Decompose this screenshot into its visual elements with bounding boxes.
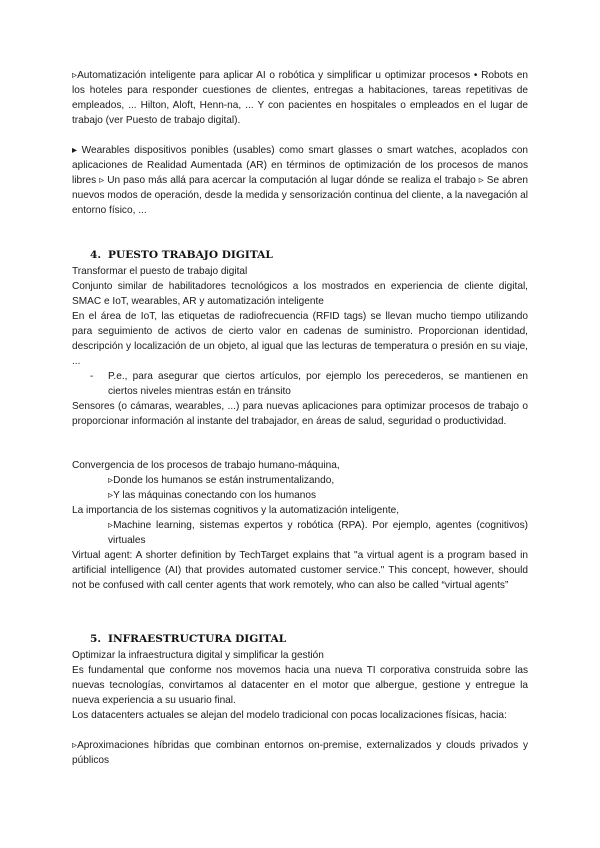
- section-4-dash-item: [90, 369, 528, 399]
- section-5-heading: [90, 632, 286, 647]
- section-5-title: INFRAESTRUCTURA DIGITAL: [108, 633, 287, 645]
- section-4-paragraph-rfid: En el área de IoT, las etiquetas de radiofrecuencia (RFID tags) se llevan mucho tiempo utilizando para seguimiento de activos de cierto valor en cadenas de suministro. Proporcionan identidad, descripción y localización de un objeto, al igual que las lecturas de temperatura o presión en su viaje, ...: [72, 311, 528, 367]
- convergence-item-humans: ▹Donde los humanos se están instrumentalizando,: [108, 475, 335, 486]
- section-5-paragraph-datacenter: Es fundamental que conforme nos movemos hacia una nueva TI corporativa construida sobre las nuevas tecnologías, convirtamos al datacenter en el motor que albergue, gestione y entregue la nueva experiencia a su usuario final.: [72, 665, 528, 706]
- section-4-paragraph-enablers: Conjunto similar de habilitadores tecnológicos a los mostrados en experiencia de cliente digital, SMAC e IoT, wearables, AR y automatización inteligente: [72, 281, 528, 307]
- virtual-agent-paragraph: Virtual agent: A shorter definition by TechTarget explains that "a virtual agent is a program based in artificial intelligence (AI) that provides automated customer service." This concept, however, should not be confused with call center agents that work remotely, who can also be called “virtual agents”: [72, 550, 528, 591]
- section-5-subtitle: Optimizar la infraestructura digital y simplificar la gestión: [72, 650, 324, 661]
- dash-item-text: P.e., para asegurar que ciertos artículos, por ejemplo los perecederos, se mantienen en ciertos niveles mientras están en tránsito: [108, 371, 528, 397]
- section-5-number: 5.: [90, 633, 102, 645]
- importance-item: ▹Machine learning, sistemas expertos y robótica (RPA). Por ejemplo, agentes (cognitivos) virtuales: [108, 520, 528, 546]
- section-4-number: 4.: [90, 249, 102, 261]
- section-4-title: PUESTO TRABAJO DIGITAL: [108, 249, 273, 261]
- section-5-paragraph-locations: Los datacenters actuales se alejan del modelo tradicional con pocas localizaciones físicas, hacia:: [72, 710, 507, 721]
- section-5-paragraph-hybrid: ▹Aproximaciones híbridas que combinan entornos on-premise, externalizados y clouds privados y públicos: [72, 740, 528, 766]
- automation-paragraph: ▹Automatización inteligente para aplicar AI o robótica y simplificar u optimizar procesos • Robots en los hoteles para responder cuestiones de clientes, entregas a habitaciones, tareas repetitivas de empleados, ... Hilton, Aloft, Henn-na, ... Y con pacientes en hospitales o empleados en el lugar de trabajo (ver Puesto de trabajo digital).: [72, 70, 528, 126]
- section-4-subtitle: Transformar el puesto de trabajo digital: [72, 266, 248, 277]
- dash-marker: -: [90, 371, 94, 382]
- section-4-heading: [90, 248, 273, 263]
- section-4-importance: La importancia de los sistemas cognitivos y la automatización inteligente,: [72, 505, 400, 516]
- section-4-paragraph-sensors: Sensores (o cámaras, wearables, ...) para nuevas aplicaciones para optimizar procesos de trabajo o proporcionar información al instante del trabajador, en áreas de salud, seguridad o productividad.: [72, 401, 528, 427]
- convergence-item-machines: ▹Y las máquinas conectando con los humanos: [108, 490, 317, 501]
- wearables-paragraph: ▸ Wearables dispositivos ponibles (usables) como smart glasses o smart watches, acoplados con aplicaciones de Realidad Aumentada (AR) en términos de optimización de los procesos de manos libres ▹ Un paso más allá para acercar la computación al lugar dónde se realiza el trabajo ▹ Se abren nuevos modos de operación, desde la medida y sensorización continua del cliente, a la navegación al entorno físico, ...: [72, 145, 528, 216]
- section-4-convergence: Convergencia de los procesos de trabajo humano-máquina,: [72, 460, 340, 471]
